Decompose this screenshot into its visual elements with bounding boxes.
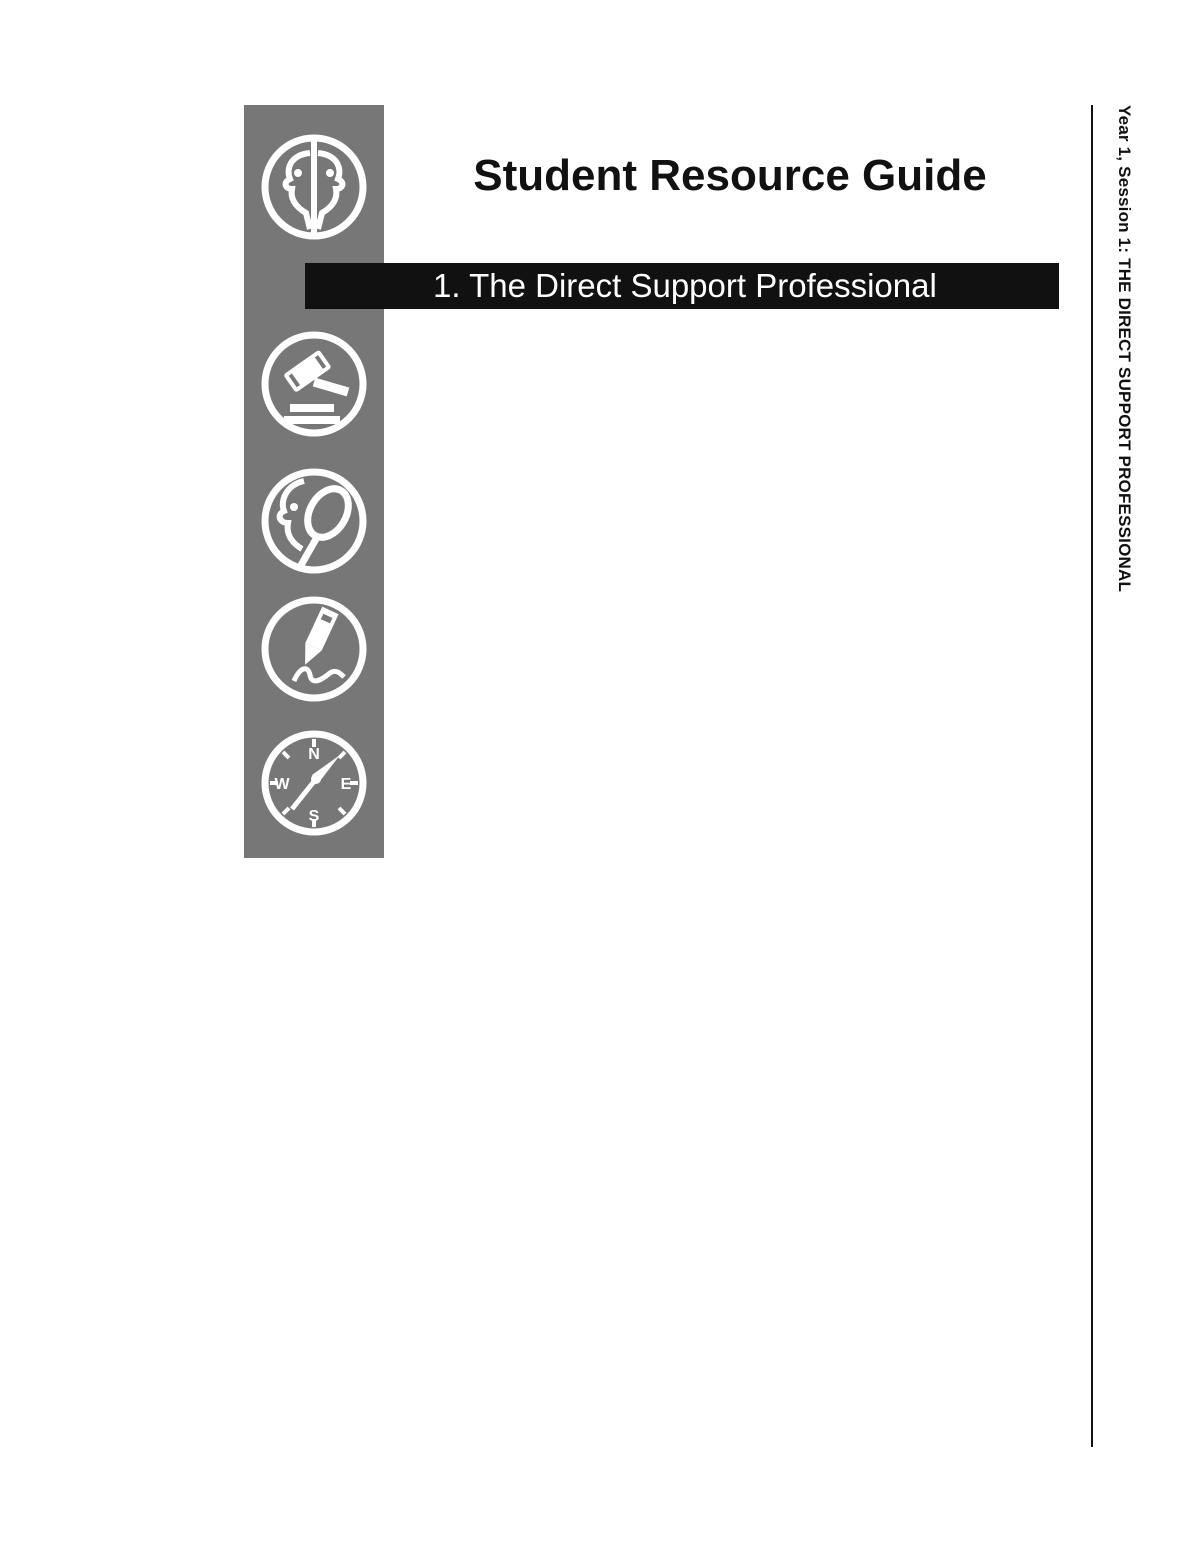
compass-north-label: N	[308, 746, 320, 763]
compass-icon	[260, 729, 368, 837]
vertical-rule	[1091, 105, 1093, 1447]
two-faces-icon	[260, 133, 368, 241]
gavel-icon	[260, 330, 368, 438]
compass-west-label: W	[274, 776, 290, 793]
compass-east-label: E	[340, 776, 352, 793]
face-magnifier-icon	[260, 467, 368, 575]
section-heading: 1. The Direct Support Professional	[433, 267, 937, 304]
pen-signature-icon	[260, 595, 368, 703]
compass-south-label: S	[308, 808, 320, 825]
document-title: Student Resource Guide	[473, 151, 987, 200]
running-head: Year 1, Session 1: THE DIRECT SUPPORT PROFESSIONAL	[1115, 105, 1134, 593]
icon-strip	[244, 105, 384, 858]
section-banner	[305, 263, 1059, 309]
